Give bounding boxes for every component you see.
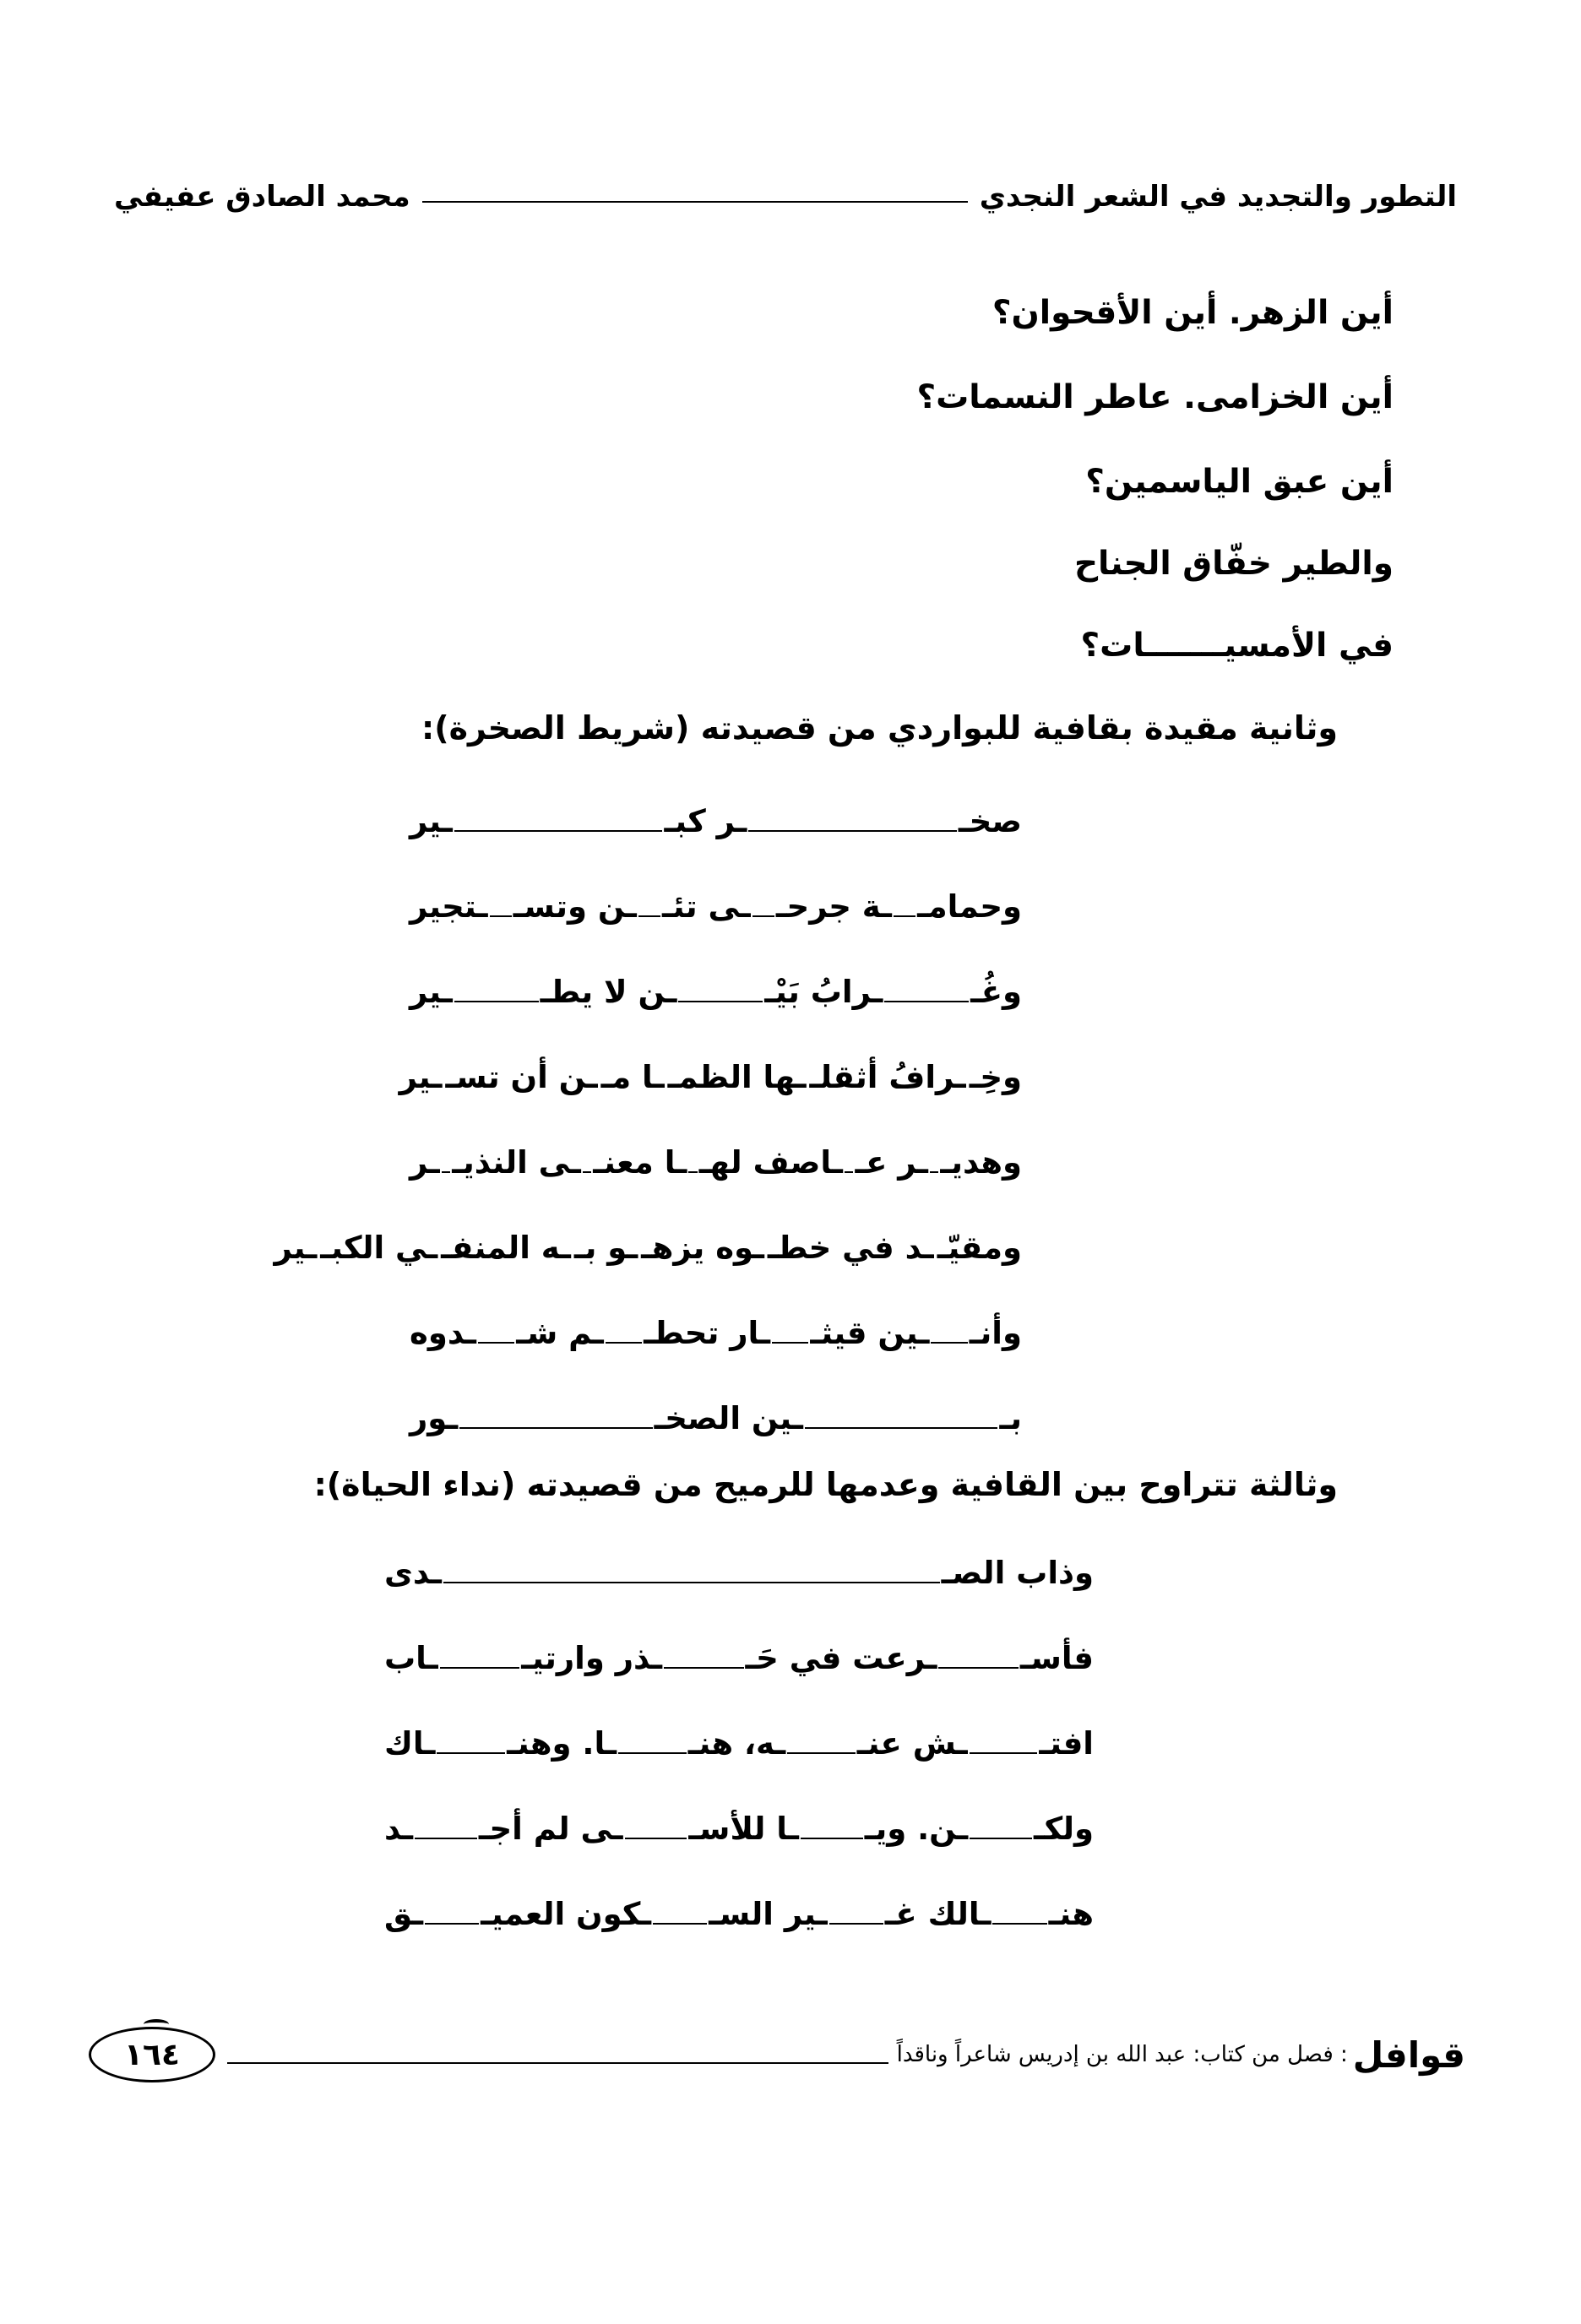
kashida-stretch (970, 1752, 1038, 1754)
footer-brand: قوافل (1352, 2033, 1465, 2076)
header-book-title: التطور والتجديد في الشعر النجدي (979, 180, 1457, 214)
kashida-stretch (884, 1001, 969, 1002)
verse-segment: ـي الكبـ (320, 1229, 438, 1266)
footer-rule (227, 2062, 888, 2064)
kashida-stretch (970, 1838, 1032, 1839)
kashida-stretch (638, 915, 660, 917)
verse-segment: ـم شـ (516, 1314, 604, 1351)
kashida-stretch (664, 1667, 743, 1669)
kashida-stretch (440, 1667, 519, 1669)
verse-segment: ـو بـ (573, 1229, 638, 1266)
kashida-stretch (845, 1171, 854, 1173)
verse-segment: ـر كبـ (664, 802, 747, 839)
verse-segment: ـد (383, 1810, 413, 1847)
kashida-stretch (748, 830, 957, 832)
verse-segment: ـير (274, 1229, 318, 1266)
kashida-stretch (459, 1427, 653, 1429)
verse-segment: وذاب الصـ (941, 1554, 1094, 1591)
intro-line: والطير خفّاق الجناح (1073, 545, 1394, 583)
verse-segment: ومقيّـ (937, 1229, 1022, 1266)
verse-segment: ـر عـ (855, 1143, 928, 1181)
kashida-stretch (894, 915, 915, 917)
kashida-stretch (437, 1752, 505, 1754)
verse-segment: ـوه يزهـ (641, 1229, 764, 1266)
verse-segment: ـذر وارتيـ (521, 1639, 663, 1676)
verse-segment: ـير (409, 802, 453, 839)
verse-line (384, 1801, 1094, 1855)
kashida-stretch (425, 1923, 479, 1925)
intro-line: أين الخزامى. عاطر النسمات؟ (916, 378, 1394, 416)
kashida-stretch (415, 1838, 477, 1839)
verse-segment: ـى تئـ (662, 888, 751, 925)
verse-segment: ـتجير (410, 888, 488, 925)
verse-line (399, 1050, 1022, 1104)
verse-segment: ـين الصخـ (654, 1399, 803, 1436)
page-number: ١٦٤ (89, 2027, 215, 2082)
header-rule (422, 201, 968, 203)
kashida-stretch (787, 1752, 856, 1754)
kashida-stretch (625, 1838, 687, 1839)
verse-segment: فأسـ (1019, 1639, 1094, 1676)
verse-segment: ـا. وهنـ (507, 1724, 617, 1762)
verse-segment: ـاب (383, 1639, 438, 1676)
kashida-stretch (930, 1171, 939, 1173)
kashida-stretch (478, 1342, 514, 1344)
kashida-stretch (931, 1342, 967, 1344)
verse-segment: بـ (999, 1399, 1022, 1436)
verse-segment: ـور (409, 1399, 459, 1436)
verse-segment: وحمامـ (917, 888, 1022, 925)
kashida-stretch (653, 1923, 707, 1925)
verse-line (410, 1391, 1022, 1445)
verse-segment: ـير (399, 1058, 443, 1095)
running-header (114, 167, 1457, 226)
kashida-stretch (606, 1342, 642, 1344)
verse-segment: ـدوه (410, 1314, 476, 1351)
verse-segment: ـا مـ (600, 1058, 665, 1095)
page-footer (89, 2025, 1465, 2084)
verse-line (384, 1631, 1094, 1685)
verse-segment: ـق (384, 1895, 424, 1932)
verse-segment: ـن لا يطـ (540, 973, 677, 1010)
kashida-stretch (752, 915, 774, 917)
verse-segment: ـرافُ أثقلـ (809, 1058, 966, 1095)
verse-segment: ـين قيثـ (810, 1314, 930, 1351)
verse-line (384, 1887, 1094, 1941)
verse-segment: ـير (410, 973, 453, 1010)
verse-segment: صخـ (958, 802, 1022, 839)
kashida-stretch (688, 1171, 698, 1173)
verse-segment: ـالك غـ (884, 1895, 992, 1932)
verse-segment: ـرابُ بَيْـ (764, 973, 883, 1010)
section-lead-paragraph: وثانية مقيدة بقافية للبواردي من قصيدته (شريط الصخرة): (421, 709, 1338, 747)
verse-segment: ـا معنـ (593, 1143, 687, 1181)
verse-segment: وغُـ (970, 973, 1022, 1010)
header-author: محمد الصادق عفيفي (114, 180, 410, 214)
kashida-stretch (829, 1923, 883, 1925)
kashida-stretch (772, 1342, 808, 1344)
verse-segment: وخِـ (969, 1058, 1022, 1095)
verse-segment: ـن. ويـ (864, 1810, 969, 1847)
intro-line: أين عبق الياسمين؟ (1085, 463, 1394, 501)
kashida-stretch (454, 830, 663, 832)
verse-line (384, 1716, 1094, 1770)
kashida-stretch (678, 1001, 763, 1002)
kashida-stretch (805, 1427, 998, 1429)
verse-segment: ـى النذيـ (452, 1143, 581, 1181)
verse-line (410, 964, 1022, 1018)
verse-segment: ـن وتسـ (513, 888, 637, 925)
kashida-stretch (490, 915, 512, 917)
kashida-stretch (992, 1923, 1046, 1925)
kashida-stretch (583, 1171, 592, 1173)
verse-segment: ـر (410, 1143, 440, 1181)
kashida-stretch (454, 1001, 539, 1002)
verse-segment: ـن أن تسـ (445, 1058, 598, 1095)
verse-segment: ـه، هنـ (687, 1724, 786, 1762)
kashida-stretch (443, 1582, 940, 1583)
verse-segment: وهديـ (940, 1143, 1022, 1181)
verse-line (410, 794, 1022, 848)
intro-line: في الأمسيـــــــات؟ (1080, 627, 1394, 665)
verse-segment: ـها الظمـ (667, 1058, 807, 1095)
verse-line (410, 1135, 1022, 1189)
footer-source: : فصل من كتاب: عبد الله بن إدريس شاعراً وناقداً (896, 2042, 1348, 2067)
verse-line (410, 1306, 1022, 1360)
verse-line (274, 1220, 1022, 1274)
verse-segment: ـش عنـ (856, 1724, 968, 1762)
verse-segment: ـاصف لهـ (698, 1143, 843, 1181)
verse-segment: ـير السـ (709, 1895, 828, 1932)
verse-segment: ـى لم أجـ (478, 1810, 623, 1847)
verse-segment: ـاك (384, 1724, 436, 1762)
verse-segment: ـكون العميـ (481, 1895, 651, 1932)
verse-segment: ـدى (384, 1554, 442, 1591)
kashida-stretch (618, 1752, 687, 1754)
verse-segment: ـا للأسـ (688, 1810, 799, 1847)
kashida-stretch (801, 1838, 863, 1839)
verse-segment: ـار تحطـ (644, 1314, 771, 1351)
verse-line (384, 1545, 1094, 1599)
verse-segment: ـه المنفـ (441, 1229, 571, 1266)
verse-segment: هنـ (1048, 1895, 1094, 1932)
kashida-stretch (442, 1171, 451, 1173)
verse-segment: وأنـ (969, 1314, 1022, 1351)
verse-segment: افتـ (1039, 1724, 1094, 1762)
verse-segment: ـد في خطـ (767, 1229, 934, 1266)
intro-line: أين الزهر. أين الأقحوان؟ (992, 294, 1394, 332)
verse-line (410, 879, 1022, 933)
kashida-stretch (938, 1667, 1018, 1669)
verse-segment: ولكـ (1033, 1810, 1094, 1847)
verse-segment: ـة جرحـ (775, 888, 892, 925)
section-lead-paragraph: وثالثة تتراوح بين القافية وعدمها للرميح من قصيدته (نداء الحياة): (313, 1466, 1338, 1503)
verse-segment: ـرعت في حَـ (745, 1639, 937, 1676)
